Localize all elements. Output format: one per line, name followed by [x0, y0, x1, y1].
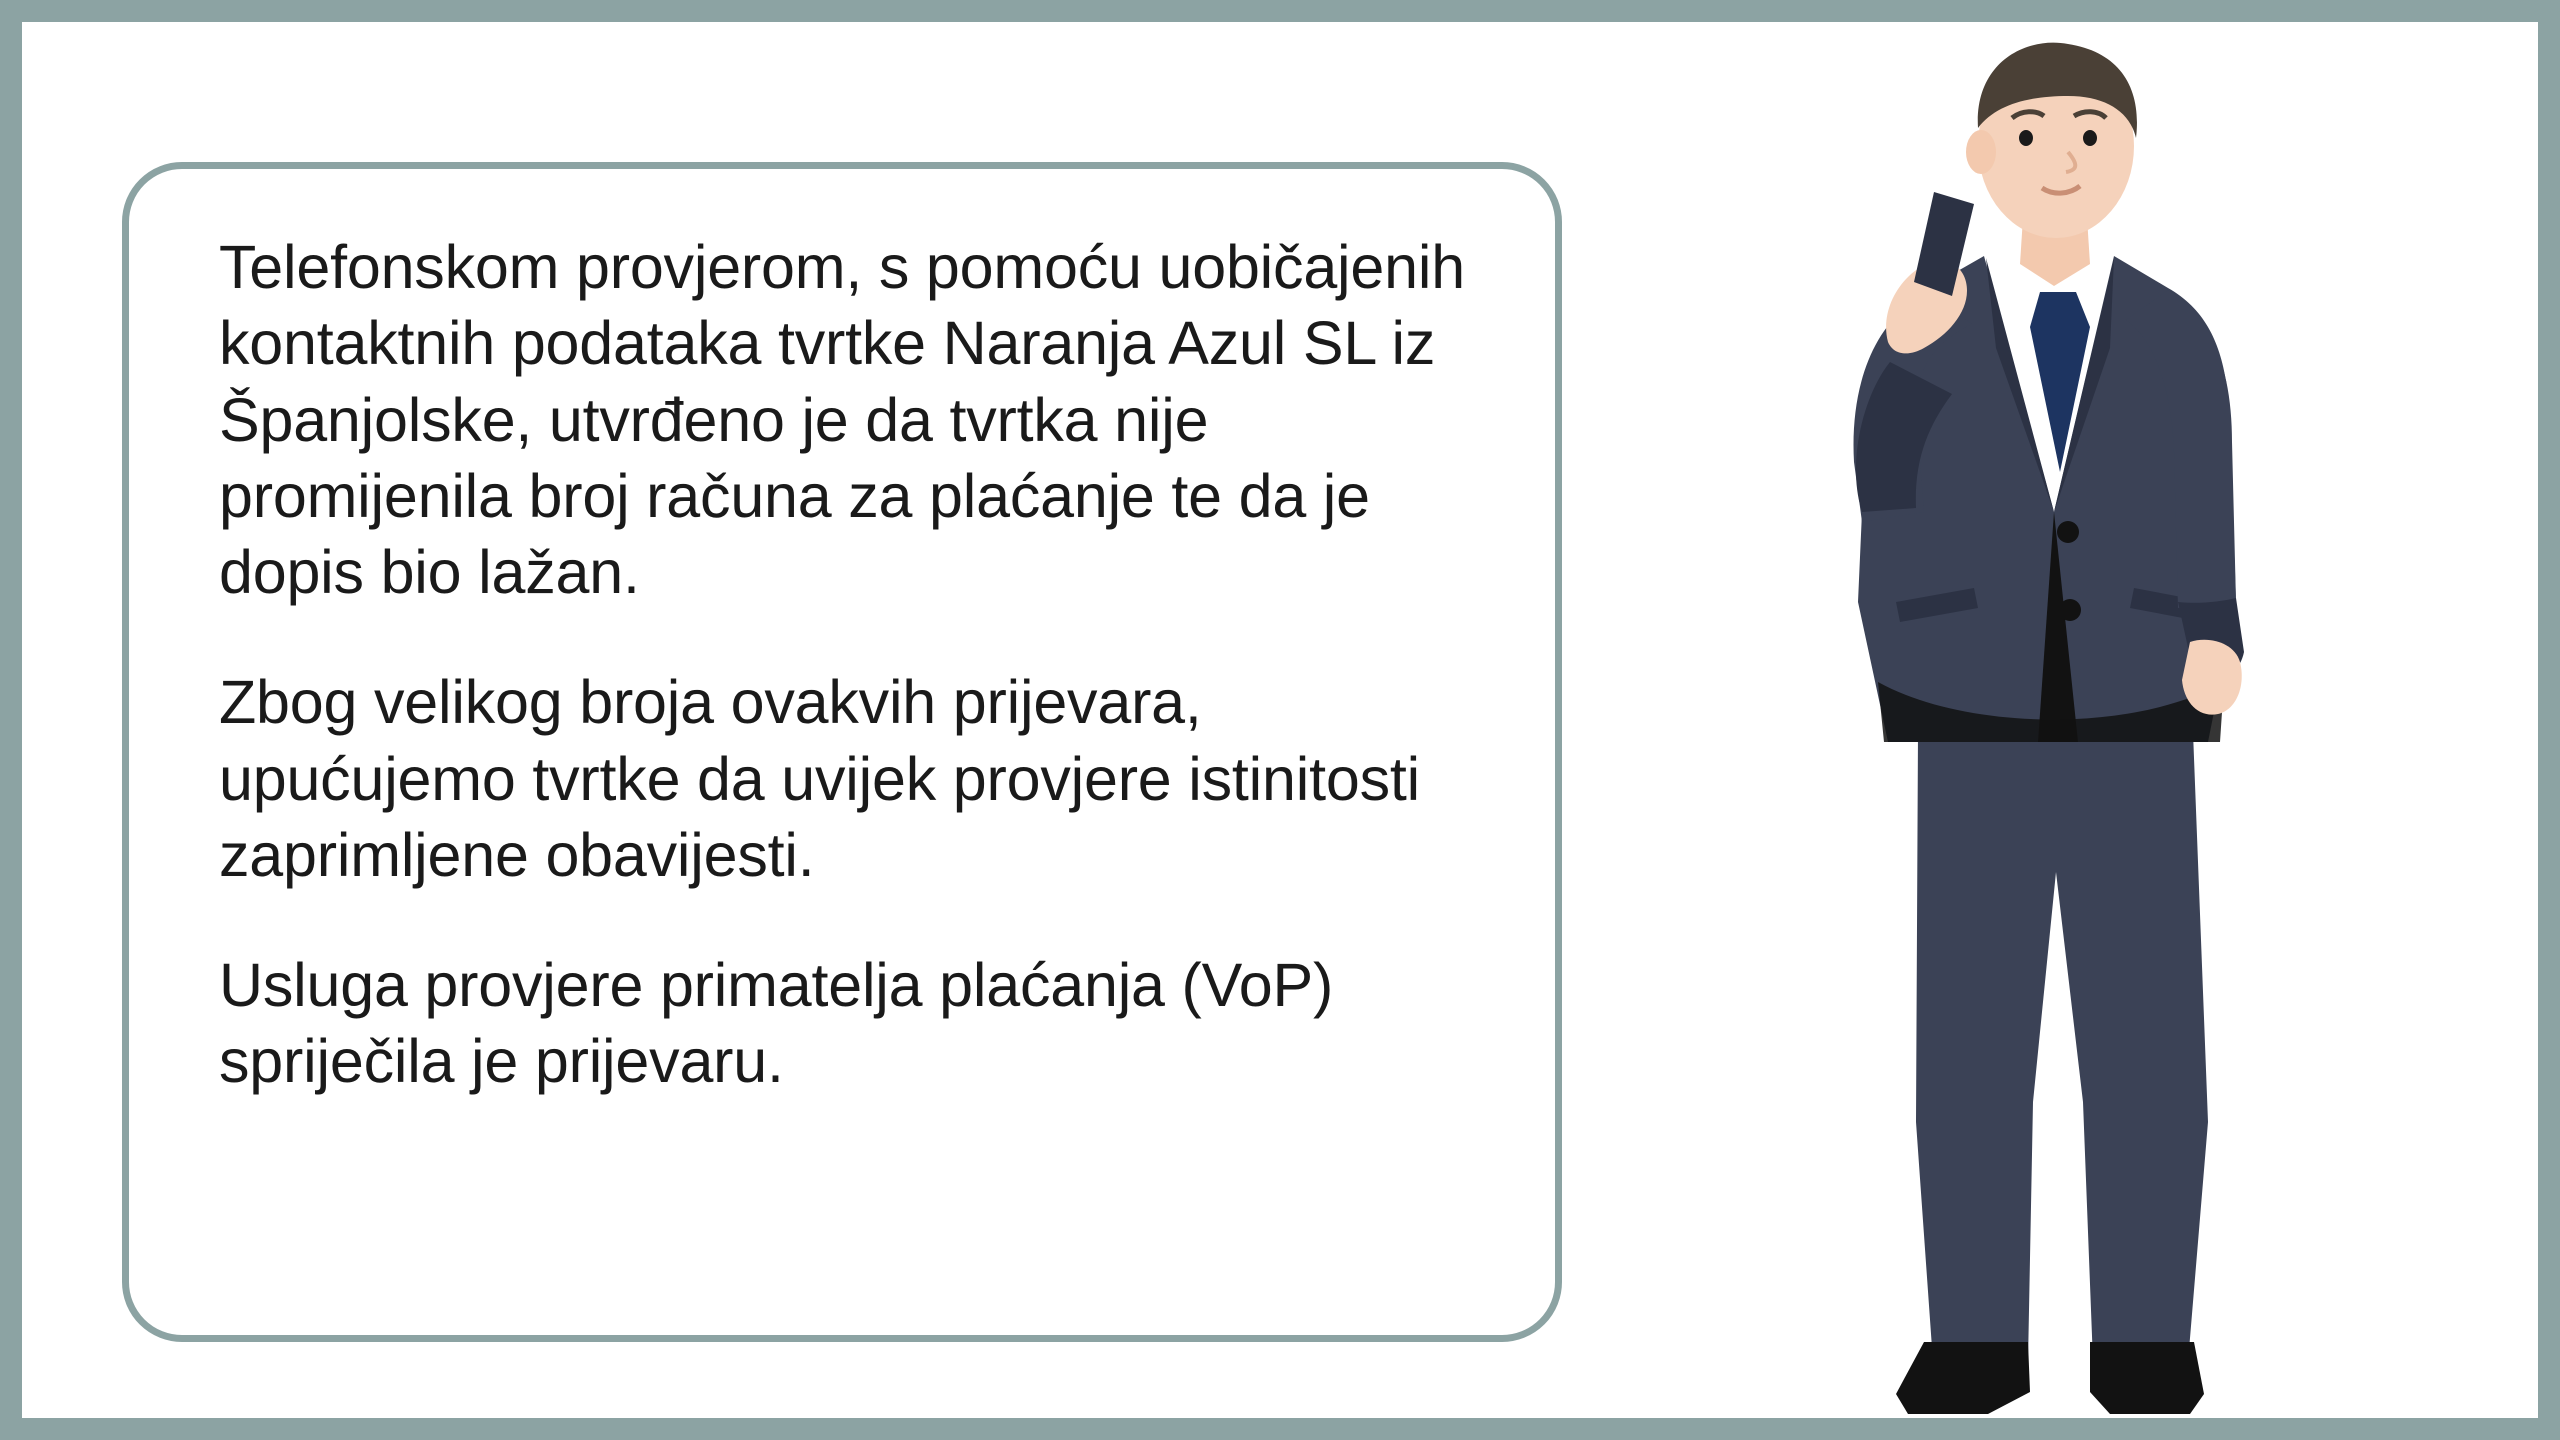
right-hand-shape [2182, 640, 2242, 715]
right-eye-shape [2083, 130, 2097, 146]
slide-content-area [22, 22, 2538, 1418]
jacket-button-bottom [2059, 599, 2081, 621]
paragraph-1: Telefonskom provjerom, s pomoću uobičajenih kontaktnih podataka tvrtke Naranja Azul SL iz Španjolske, utvrđeno je da tvrtka nije promijenila broj računa za plaćanje te da je dopis bio lažan. [219, 233, 1465, 606]
paragraph-2: Zbog velikog broja ovakvih prijevara, upućujemo tvrtke da uvijek provjere istinitosti zaprimljene obavijesti. [219, 668, 1420, 889]
left-eye-shape [2019, 130, 2033, 146]
callout-text-container [219, 229, 1495, 1100]
jacket-button-top [2057, 521, 2079, 543]
right-shoe-shape [2090, 1342, 2204, 1414]
text-callout-box [122, 162, 1562, 1342]
trousers-shape [1916, 732, 2208, 1362]
paragraph-3: Usluga provjere primatelja plaćanja (VoP) spriječila je prijevaru. [219, 951, 1334, 1096]
ear-shape [1966, 130, 1996, 174]
left-shoe-shape [1896, 1342, 2030, 1414]
businessman-on-phone-illustration [1738, 42, 2358, 1440]
